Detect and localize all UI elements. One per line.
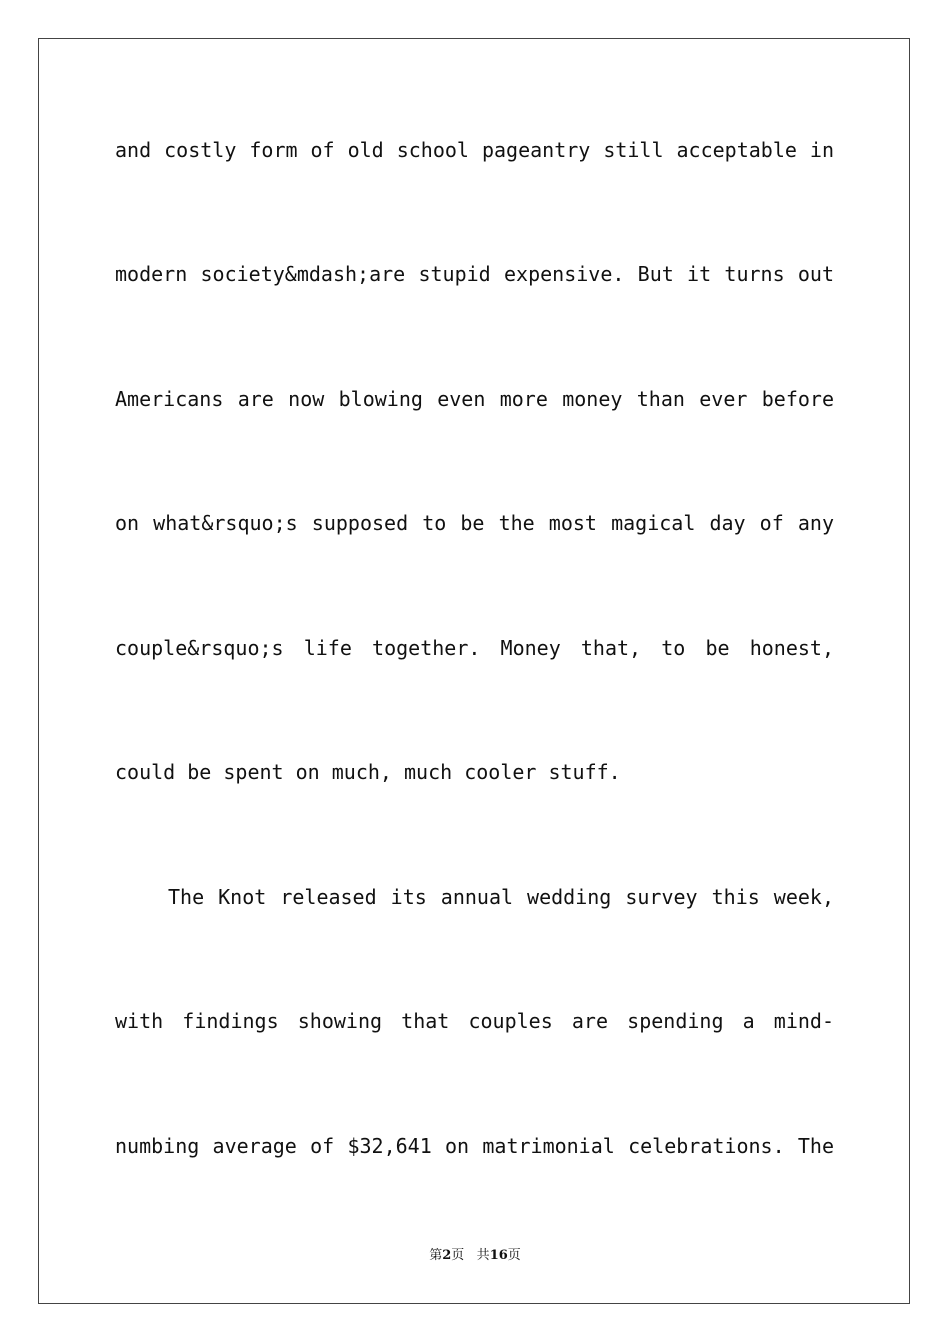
total-page-number: 16	[489, 1248, 508, 1263]
body-line-8: with findings showing that couples are spending a mind-	[115, 1009, 834, 1033]
body-line-2: modern society&mdash;are stupid expensive. But it turns out	[115, 262, 834, 286]
page-border	[38, 38, 910, 1304]
page-footer	[0, 1247, 950, 1265]
body-line-1: and costly form of old school pageantry still acceptable in	[115, 138, 834, 162]
body-line-7: The Knot released its annual wedding survey this week,	[168, 885, 834, 909]
page-unit: 页	[451, 1248, 465, 1263]
body-line-3: Americans are now blowing even more money than ever before	[115, 387, 834, 411]
total-unit: 页	[507, 1248, 521, 1263]
total-prefix: 共	[476, 1248, 490, 1263]
body-line-4: on what&rsquo;s supposed to be the most magical day of any	[115, 511, 834, 535]
body-line-6: could be spent on much, much cooler stuff.	[115, 760, 621, 784]
page-prefix: 第	[429, 1248, 443, 1263]
body-line-9: numbing average of $32,641 on matrimonial celebrations. The	[115, 1134, 834, 1158]
current-page-number: 2	[442, 1248, 452, 1263]
body-line-5: couple&rsquo;s life together. Money that, to be honest,	[115, 636, 834, 660]
